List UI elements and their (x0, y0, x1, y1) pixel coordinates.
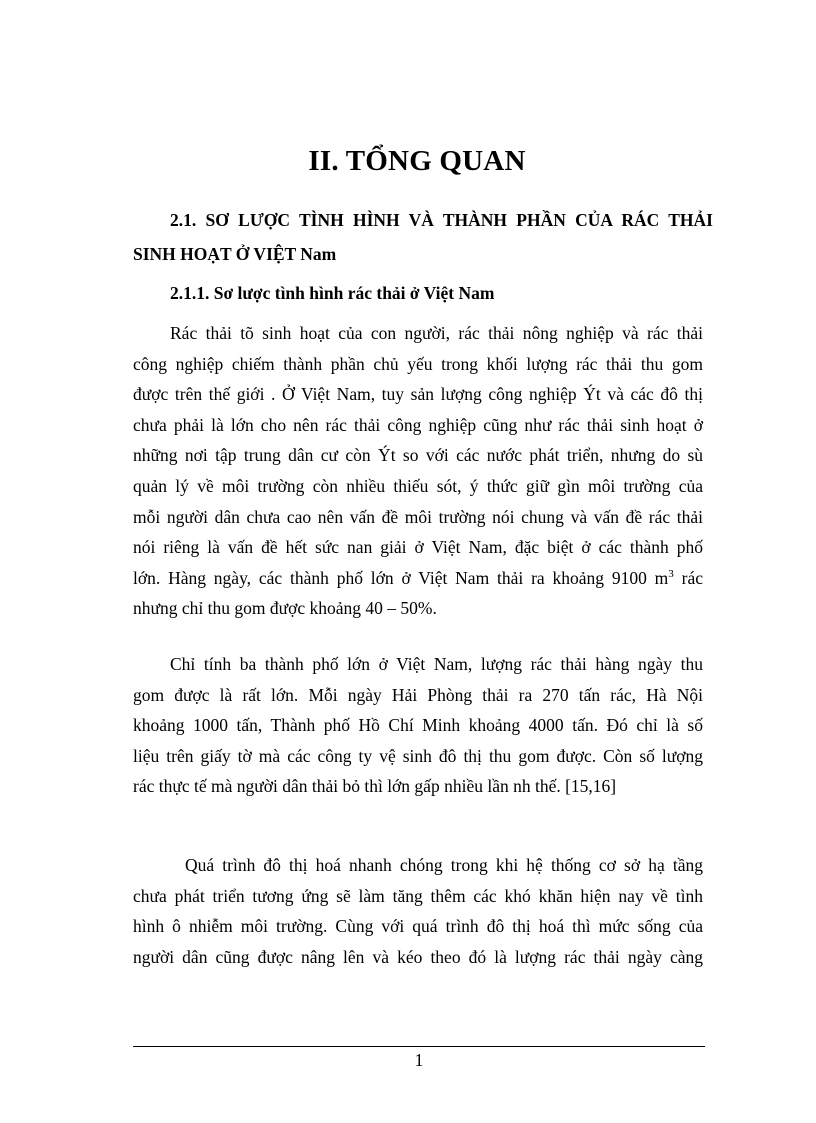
paragraph-line: nhưng chỉ thu gom được khoảng 40 – 50%. (133, 598, 437, 619)
paragraph-line: công nghiệp chiếm thành phần chủ yếu trong khối lượng rác thải thu gom (133, 353, 703, 374)
section-title (133, 203, 713, 271)
paragraph-line: người dân cũng được nâng lên và kéo theo đó là lượng rác thải ngày càng (133, 946, 703, 967)
footer-divider (133, 1046, 705, 1047)
section-title-line-1: 2.1. SƠ LƯỢC TÌNH HÌNH VÀ THÀNH PHẦN CỦA RÁC THẢI (170, 210, 713, 230)
page-number: 1 (414, 1050, 424, 1070)
paragraph-line: Quá trình đô thị hoá nhanh chóng trong khi hệ thống cơ sở hạ tầng (185, 855, 703, 875)
paragraph-line: rác thực tế mà người dân thải bỏ thì lớn gấp nhiều lần nh thế. [15,16] (133, 776, 617, 797)
paragraph-line: gom được là rất lớn. Mỗi ngày Hải Phòng thải ra 270 tấn rác, Hà Nội (133, 684, 703, 705)
paragraph-line-with-superscript (133, 563, 703, 594)
paragraph-line: nói riêng là vấn đề hết sức nan giải ở Việt Nam, đặc biệt ở các thành phố (133, 537, 703, 558)
superscript-three: 3 (668, 567, 674, 580)
paragraph-line: Rác thải tõ sinh hoạt của con người, rác thải nông nghiệp và rác thải (170, 323, 703, 343)
paragraph-3 (133, 850, 703, 972)
paragraph-line: hình ô nhiễm môi trường. Cùng với quá trình đô thị hoá thì mức sống của (133, 916, 703, 937)
paragraph-line: liệu trên giấy tờ mà các công ty vệ sinh đô thị thu gom được. Còn số lượng (133, 745, 703, 766)
paragraph-line: quản lý về môi trường còn nhiều thiếu sót, ý thức giữ gìn môi trường của (133, 475, 703, 496)
paragraph-2 (133, 649, 703, 802)
line-text-before-superscript: lớn. Hàng ngày, các thành phố lớn ở Việt Nam thải ra khoảng 9100 m (133, 567, 669, 588)
paragraph-1 (133, 318, 703, 624)
line-text-after-superscript: rác (673, 567, 703, 588)
paragraph-line: Chỉ tính ba thành phố lớn ở Việt Nam, lượng rác thải hàng ngày thu (170, 654, 703, 674)
paragraph-line: những nơi tập trung dân cư còn Ýt so với các nước phát triển, nhưng do sù (133, 445, 703, 466)
section-title-line-2: SINH HOẠT Ở VIỆT Nam (133, 244, 337, 264)
paragraph-line: chưa phải là lớn cho nên rác thải công nghiệp cũng như rác thải sinh hoạt ở (133, 414, 703, 435)
subsection-title: 2.1.1. Sơ lược tình hình rác thải ở Việt Nam (170, 283, 495, 303)
paragraph-line: khoảng 1000 tấn, Thành phố Hồ Chí Minh khoảng 4000 tấn. Đó chỉ là số (133, 715, 703, 736)
chapter-title: II. TỔNG QUAN (308, 145, 526, 177)
paragraph-line: chưa phát triển tương ứng sẽ làm tăng thêm các khó khăn hiện nay về tình (133, 885, 703, 906)
paragraph-line: mỗi người dân chưa cao nên vấn đề môi trường nói chung và vấn đề rác thải (133, 506, 703, 527)
paragraph-line: được trên thế giới . Ở Việt Nam, tuy sản lượng công nghiệp Ýt và các đô thị (133, 384, 703, 405)
